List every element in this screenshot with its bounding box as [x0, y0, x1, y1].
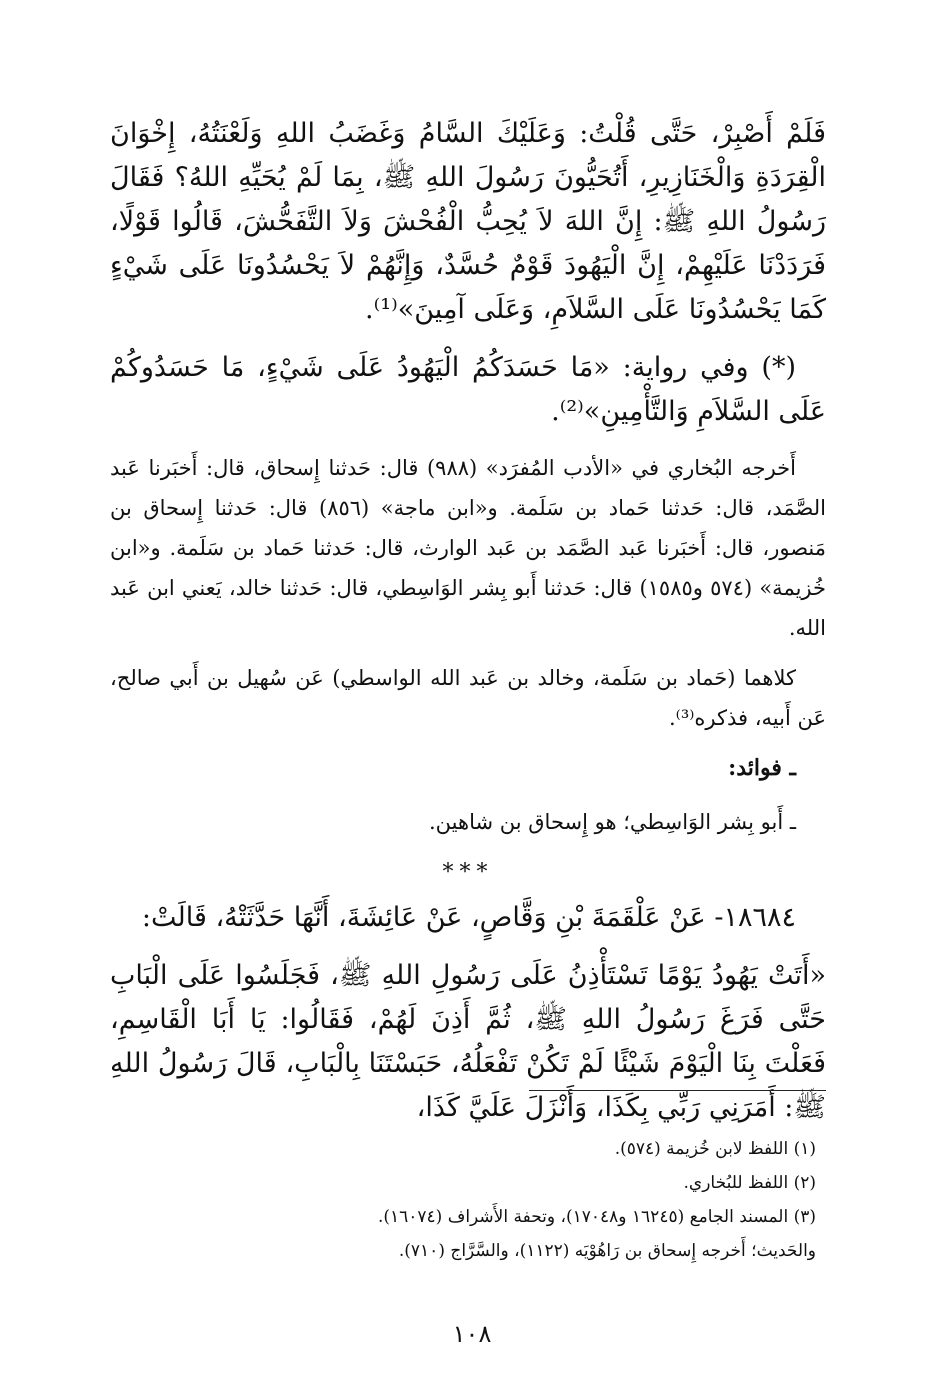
takhrij-summary: كلاهما (حَماد بن سَلَمة، وخالد بن عَبد الله الواسطي) عَن سُهيل بن أَبي صالح، عَن أَبيه، فذكره⁽³⁾. [110, 666, 826, 730]
footnotes-block [110, 1132, 826, 1268]
fawaid-item: ـ أَبو بِشر الوَاسِطي؛ هو إِسحاق بن شاهين. [429, 810, 796, 834]
footnote-divider [529, 1090, 826, 1091]
main-text-block [110, 112, 826, 1144]
hadith-text-continuation: فَلَمْ أَصْبِرْ، حَتَّى قُلْتُ: وَعَلَيْكَ السَّامُ وَغَضَبُ اللهِ وَلَعْنَتُهُ، إِخْوَانَ الْقِرَدَةِ وَالْخَنَازِيرِ، أَتُحَيُّونَ رَسُولَ اللهِ ﷺ، بِمَا لَمْ يُحَيِّهِ اللهُ؟ فَقَالَ رَسُولُ اللهِ ﷺ: إِنَّ اللهَ لاَ يُحِبُّ الْفُحْشَ وَلاَ التَّفَحُّشَ، قَالُوا قَوْلًا، فَرَدَدْنَا عَلَيْهِمْ، إِنَّ الْيَهُودَ قَوْمٌ حُسَّدٌ، وَإِنَّهُمْ لاَ يَحْسُدُونَا عَلَى شَيْءٍ كَمَا يَحْسُدُونَا عَلَى السَّلاَمِ، وَعَلَى آمِينَ»⁽¹⁾. [110, 118, 826, 325]
section-separator: *** [442, 860, 494, 885]
takhrij-paragraph: أَخرجه البُخاري في «الأدب المُفرَد» (٩٨٨) قال: حَدثنا إِسحاق، قال: أَخبَرنا عَبد الصَّمَد، قال: حَدثنا حَماد بن سَلَمة. و«ابن ماجة» (٨٥٦) قال: حَدثنا إِسحاق بن مَنصور، قال: أَخبَرنا عَبد الصَّمَد بن عَبد الوارث، قال: حَدثنا حَماد بن سَلَمة. و«ابن خُزيمة» (٥٧٤ و١٥٨٥) قال: حَدثنا أَبو بِشر الوَاسِطي، قال: حَدثنا خالد، يَعني ابن عَبد الله. [110, 456, 826, 640]
takhrij-block [110, 448, 826, 738]
alternate-narration: (*) وفي رواية: «مَا حَسَدَكُمُ الْيَهُودُ عَلَى شَيْءٍ، مَا حَسَدُوكُمْ عَلَى السَّلاَمِ وَالتَّأْمِينِ»⁽²⁾. [110, 352, 826, 427]
hadith-heading: ١٨٦٨٤- عَنْ عَلْقَمَةَ بْنِ وَقَّاصٍ، عَنْ عَائِشَةَ، أَنَّهَا حَدَّثَتْهُ، قَالَتْ: [141, 902, 796, 933]
fawaid-heading: ـ فوائد: [728, 755, 796, 781]
page-number: ١٠٨ [452, 1320, 492, 1348]
footnote-3: (٣) المسند الجامع (١٦٢٤٥ و١٧٠٤٨)، وتحفة الأَشراف (١٦٠٧٤). [377, 1207, 816, 1227]
footnote-2: (٢) اللفظ للبُخاري. [683, 1173, 816, 1193]
footnote-1: (١) اللفظ لابن خُزيمة (٥٧٤). [614, 1139, 816, 1159]
hadith-body: «أَتَتْ يَهُودُ يَوْمًا تَسْتَأْذِنُ عَلَى رَسُولِ اللهِ ﷺ، فَجَلَسُوا عَلَى الْبَابِ حَتَّى فَرَغَ رَسُولُ اللهِ ﷺ، ثُمَّ أَذِنَ لَهُمْ، فَقَالُوا: يَا أَبَا الْقَاسِمِ، فَعَلْتَ بِنَا الْيَوْمَ شَيْئًا لَمْ تَكُنْ تَفْعَلُهُ، حَبَسْتَنَا بِالْبَابِ، قَالَ رَسُولُ اللهِ ﷺ: أَمَرَنِي رَبِّي بِكَذَا، وَأَنْزَلَ عَلَيَّ كَذَا، [110, 960, 826, 1123]
footnote-3-continuation: والحَديث؛ أَخرجه إِسحاق بن رَاهُوْيَه (١١٢٢)، والسَّرَّاج (٧١٠). [398, 1241, 816, 1261]
